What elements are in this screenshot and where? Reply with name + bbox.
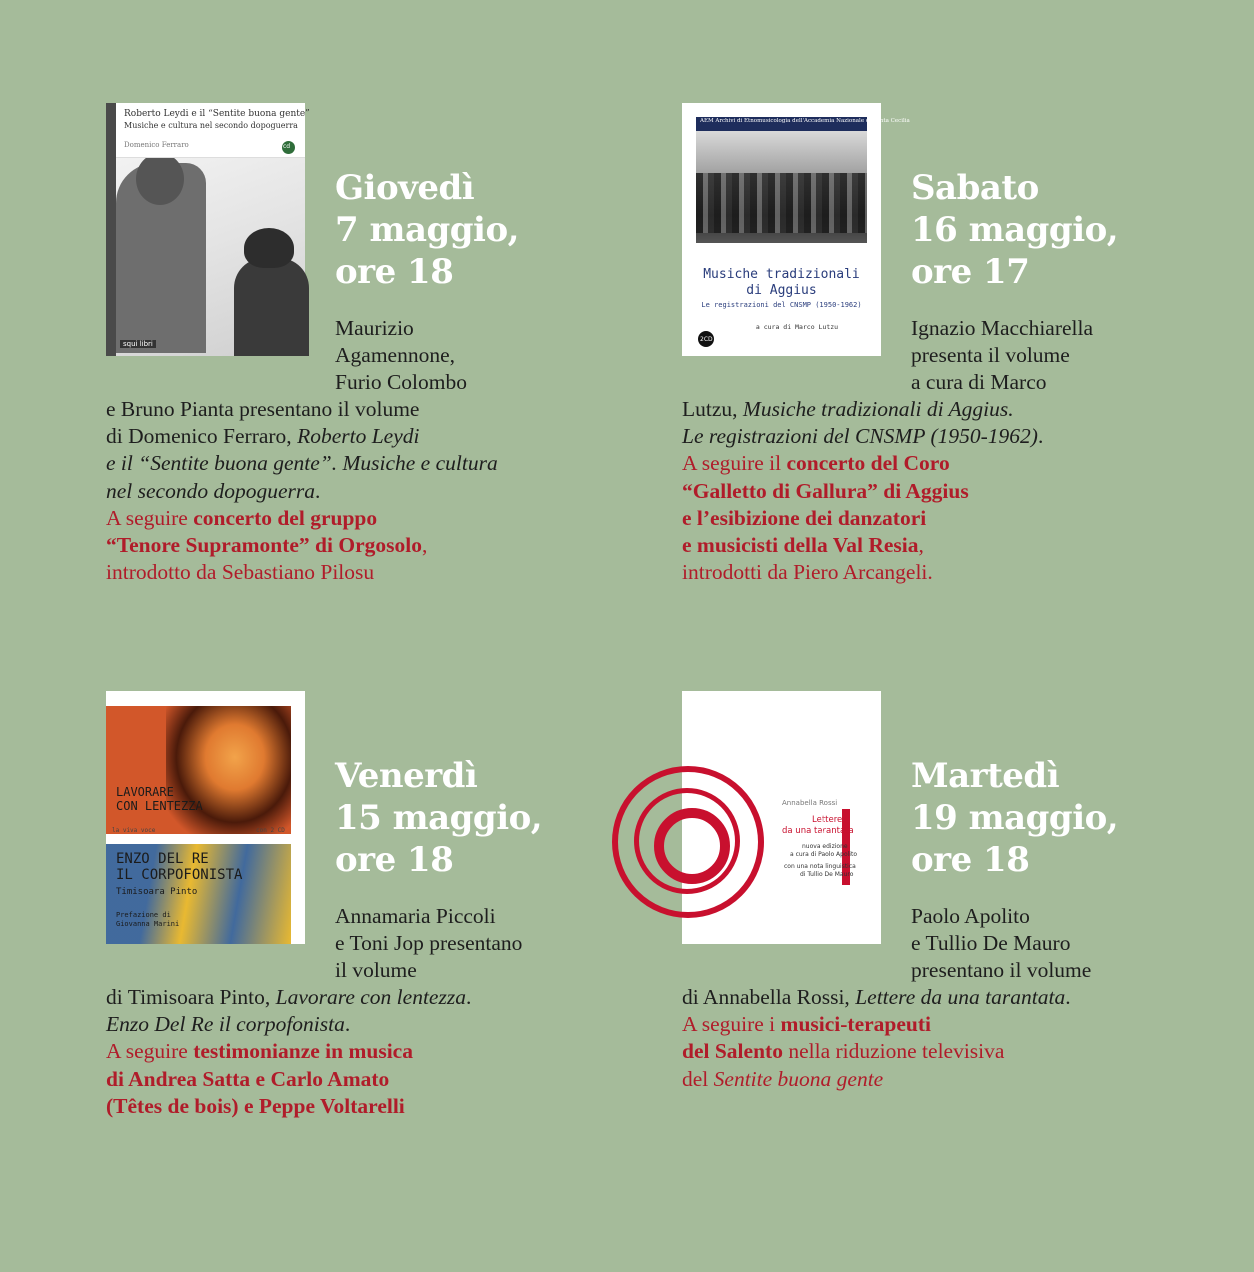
cover-note: nuova edizione (802, 843, 848, 850)
description-line: Lutzu, Musiche tradizionali di Aggius. (682, 397, 1014, 421)
followup-line: A seguire i musici-terapeuti (682, 1012, 931, 1037)
cover-note: di Tullio De Mauro (800, 871, 854, 878)
cover-badge: 2CD (700, 336, 713, 343)
description-line: Enzo Del Re il corpofonista. (106, 1012, 351, 1037)
description-line: di Annabella Rossi, Lettere da una tarantata. (682, 985, 1071, 1009)
cover-badge: con 2 CD (256, 827, 285, 834)
description-line: di Timisoara Pinto, Lavorare con lentezza. (106, 985, 472, 1009)
cover-title: ENZO DEL RE (116, 851, 209, 867)
followup-line: del Salento nella riduzione televisiva (682, 1039, 1005, 1064)
followup-line: e l’esibizione dei danzatori (682, 505, 927, 530)
cover-title: Roberto Leydi e il “Sentite buona gente” (124, 109, 310, 119)
book-cover-musiche-aggius (682, 103, 910, 356)
description-line: e Bruno Pianta presentano il volume (106, 397, 420, 421)
cover-author: Timisoara Pinto (116, 887, 198, 897)
followup-line: del Sentite buona gente (682, 1066, 884, 1091)
cover-preface: Giovanna Marini (116, 920, 180, 928)
followup-line: di Andrea Satta e Carlo Amato (106, 1066, 390, 1091)
description-line: Le registrazioni del CNSMP (1950-1962). (682, 424, 1044, 449)
followup-line: A seguire concerto del gruppo (106, 505, 378, 530)
event-date-heading: Sabato 16 maggio, ore 17 (911, 168, 1119, 292)
cover-title: Lettere (812, 815, 843, 825)
event-presenters: Ignazio Macchiarella presenta il volume a cura di Marco (911, 316, 1094, 395)
cover-preface: Prefazione di (116, 911, 171, 919)
cover-editor: a cura di Marco Lutzu (755, 323, 839, 331)
book-cover-roberto-leydi (106, 103, 310, 356)
cover-title: da una tarantata (782, 826, 854, 836)
cover-author: Annabella Rossi (782, 799, 838, 807)
event-date-heading: Martedì 19 maggio, ore 18 (911, 756, 1119, 880)
event-date-heading: Venerdì 15 maggio, ore 18 (335, 756, 543, 880)
cover-series: la viva voce (112, 827, 156, 834)
cover-subtitle: Le registrazioni del CNSMP (1950-1962) (701, 301, 862, 309)
cover-header: AEM Archivi di Etnomusicologia dell'Accademia Nazionale di Santa Cecilia (700, 118, 910, 124)
event-description (106, 984, 471, 1120)
description-line: e il “Sentite buona gente”. Musiche e cultura (106, 451, 498, 476)
followup-line: A seguire testimonianze in musica (106, 1039, 413, 1064)
cover-badge: cd (283, 143, 291, 150)
book-cover-lettere-tarantata (682, 691, 881, 944)
cover-title: IL CORPOFONISTA (116, 867, 243, 883)
event-description (682, 984, 1071, 1093)
cover-series: studi strumenti (820, 804, 826, 843)
book-cover-lavorare-con-lentezza (106, 691, 305, 944)
event-presenters: Paolo Apolito e Tullio De Mauro presentano il volume (911, 904, 1092, 983)
followup-line: introdotti da Piero Arcangeli. (682, 560, 933, 585)
event-description (106, 396, 498, 586)
cover-title: Musiche tradizionali (703, 267, 860, 282)
cover-publisher: squi libri (120, 340, 156, 348)
description-line: nel secondo dopoguerra. (106, 478, 321, 503)
event-description (682, 396, 1043, 586)
followup-line: introdotto da Sebastiano Pilosu (106, 560, 375, 585)
followup-line: (Têtes de bois) e Peppe Voltarelli (106, 1093, 405, 1118)
description-line: di Domenico Ferraro, Roberto Leydi (106, 424, 420, 449)
followup-line: “Tenore Supramonte” di Orgosolo, (106, 533, 428, 558)
cover-note: a cura di Paolo Apolito (790, 851, 858, 858)
cover-subtitle: Musiche e cultura nel secondo dopoguerra (124, 121, 298, 130)
cover-author: Domenico Ferraro (124, 141, 189, 149)
cover-title: LAVORARE (116, 785, 174, 799)
cover-note: con una nota linguistica (784, 863, 856, 870)
followup-line: “Galletto di Gallura” di Aggius (682, 478, 969, 503)
cover-title: CON LENTEZZA (116, 799, 203, 813)
event-presenters: Maurizio Agamennone, Furio Colombo (335, 316, 468, 395)
event-presenters: Annamaria Piccoli e Toni Jop presentano il volume (335, 904, 523, 983)
followup-line: A seguire il concerto del Coro (682, 451, 950, 476)
event-date-heading: Giovedì 7 maggio, ore 18 (335, 168, 519, 292)
cover-title: di Aggius (746, 283, 817, 298)
followup-line: e musicisti della Val Resia, (682, 533, 924, 558)
